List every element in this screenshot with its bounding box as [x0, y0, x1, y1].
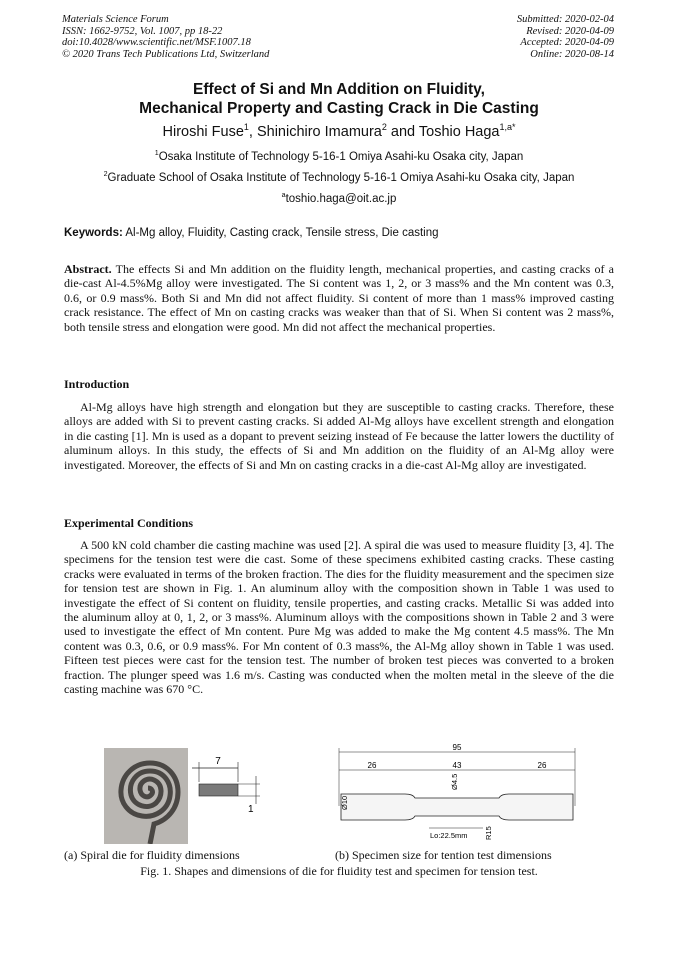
affiliation-1-text: Osaka Institute of Technology 5-16-1 Omiya Asahi-ku Osaka city, Japan: [158, 151, 524, 163]
gauge-diameter-label: Ø4.5: [450, 773, 459, 790]
paper-title: [0, 80, 678, 118]
author-email: [0, 193, 678, 205]
date-accepted: Accepted: 2020-04-09: [520, 37, 614, 48]
grip-diameter-label: Ø10: [340, 795, 349, 810]
introduction-heading: Introduction: [64, 377, 130, 391]
dim-total-label: 95: [452, 743, 462, 752]
gauge-length-label: Lo:22.5mm: [430, 831, 468, 840]
affiliation-2-text: Graduate School of Osaka Institute of Technology 5-16-1 Omiya Asahi-ku Osaka city, Japan: [107, 172, 575, 184]
date-submitted: Submitted: 2020-02-04: [516, 14, 614, 25]
channel-cross-section: [199, 784, 238, 796]
radius-label: R15: [484, 826, 493, 840]
dim-mid-label: 43: [452, 761, 462, 770]
journal-issn: ISSN: 1662-9752, Vol. 1007, pp 18-22: [62, 25, 223, 37]
date-online: Online: 2020-08-14: [530, 48, 614, 60]
affiliation-2-mark: 2: [103, 170, 108, 179]
author-2: Shinichiro Imamura: [256, 124, 382, 140]
abstract-label: Abstract.: [64, 262, 112, 276]
abstract: [64, 262, 614, 334]
author-2-affil: 2: [381, 122, 387, 133]
figure-caption-a: (a) Spiral die for fluidity dimensions: [64, 848, 240, 862]
author-sep-1: ,: [248, 124, 257, 140]
author-3-affil: 1,a*: [499, 122, 516, 133]
dim-left-label: 26: [367, 761, 377, 770]
title-line-1: Effect of Si and Mn Addition on Fluidity,: [193, 81, 485, 98]
figure-caption-b: (b) Specimen size for tention test dimensions: [335, 848, 552, 862]
experimental-heading: Experimental Conditions: [64, 516, 194, 530]
spiral-die-figure: [104, 748, 284, 844]
keywords-text: Al-Mg alloy, Fluidity, Casting crack, Tensile stress, Die casting: [122, 227, 439, 239]
publication-dates: [517, 14, 614, 60]
keywords: [64, 227, 616, 239]
author-list: [0, 124, 678, 140]
dim-right-label: 26: [537, 761, 547, 770]
journal-name: Materials Science Forum: [62, 14, 169, 25]
introduction-text: Al-Mg alloys have high strength and elongation but they are susceptible to casting cracks. Therefore, these alloys are added with Si to prevent casting cracks. Si added Al-Mg alloys have excellent strength and elongation in die casting [1]. Mn is used as a dopant to prevent seizing instead of Fe because the latter lowers the ductility of aluminum alloys. In this study, the effects of Si and Mn addition on the fluidity of an Al-Mg alloy were investigated. Moreover, the effects of Si and Mn on casting cracks in a die-cast Al-Mg alloy are investigated.: [64, 400, 614, 472]
journal-copyright: © 2020 Trans Tech Publications Ltd, Switzerland: [62, 48, 270, 60]
email-address[interactable]: toshio.haga@oit.ac.jp: [285, 193, 397, 205]
author-sep-2: and: [386, 124, 419, 140]
dim-width-label: 7: [215, 756, 221, 767]
keywords-label: Keywords:: [64, 227, 123, 239]
affiliation-1-mark: 1: [154, 149, 159, 158]
experimental-text: A 500 kN cold chamber die casting machine was used [2]. A spiral die was used to measure fluidity [3, 4]. The specimens for the tension test were die cast. Some of these specimens exhibited casting cracks. These casting cracks were evaluated in terms of the broken fraction. The dies for the fluidity measurement and the specimen size for tension test are shown in Fig. 1. An aluminum alloy with the composition shown in Table 1 was used to investigate the effect of Si content on fluidity, tensile properties, and casting cracks. Metallic Si was added into the aluminum alloy at 0, 1, 2, or 3 mass%. Aluminum alloys with the compositions shown in Table 2 and 3 were used to investigate the effect of Mn content. Pure Mg was added to make the Mg content 4.5 mass%. The Mn content was 0.3, 0.6, or 0.9 mass%. For Mn content of 0.3 mass%, the Al-Mg alloy shown in Table 1 was used. Fifteen test pieces were cast for the tension test. The number of broken test pieces was converted to a broken fraction. The plunger speed was 1.6 m/s. Casting was conducted when the molten metal in the sleeve of the die casting machine was 670 °C.: [64, 538, 614, 697]
author-1-affil: 1: [243, 122, 249, 133]
journal-info: [62, 14, 269, 60]
dim-thick-label: 1: [248, 804, 254, 815]
author-3: Toshio Haga: [418, 124, 500, 140]
abstract-text: The effects Si and Mn addition on the fluidity length, mechanical properties, and casting cracks of a die-cast Al-4.5%Mg alloy were investigated. The Si content was 1, 2, or 3 mass% and the Mn content was 0.3, 0.6, or 0.9 mass%. Both Si and Mn did not affect fluidity. Si content of more than 1 mass% improved casting crack resistance. The effect of Mn on casting cracks was weaker than that of Si. When Si content was 2 mass%, both tensile stress and elongation were good. Mn did not affect the mechanical properties.: [64, 262, 614, 334]
journal-doi[interactable]: doi:10.4028/www.scientific.net/MSF.1007.18: [62, 37, 251, 48]
figure-1: [0, 740, 678, 880]
tensile-specimen-figure: [333, 742, 583, 846]
email-mark: a: [281, 191, 286, 200]
specimen-outline: [341, 794, 573, 820]
affiliation-2: [0, 172, 678, 184]
affiliation-1: [0, 151, 678, 163]
author-1: Hiroshi Fuse: [162, 124, 244, 140]
figure-caption-main: Fig. 1. Shapes and dimensions of die for fluidity test and specimen for tension test.: [140, 864, 538, 878]
title-line-2: Mechanical Property and Casting Crack in Die Casting: [139, 100, 539, 117]
date-revised: Revised: 2020-04-09: [526, 25, 614, 37]
